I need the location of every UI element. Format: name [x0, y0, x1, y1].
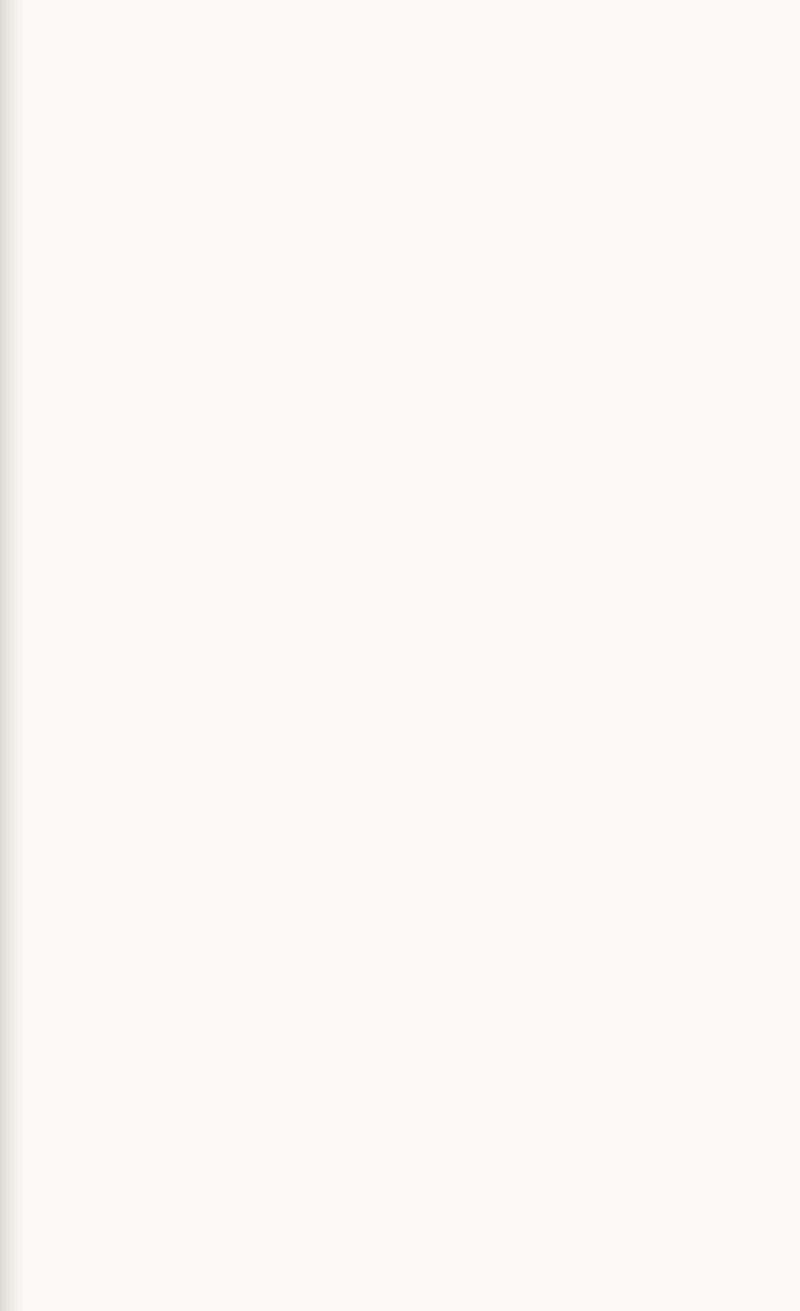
page-edge-shadow	[0, 0, 24, 1311]
